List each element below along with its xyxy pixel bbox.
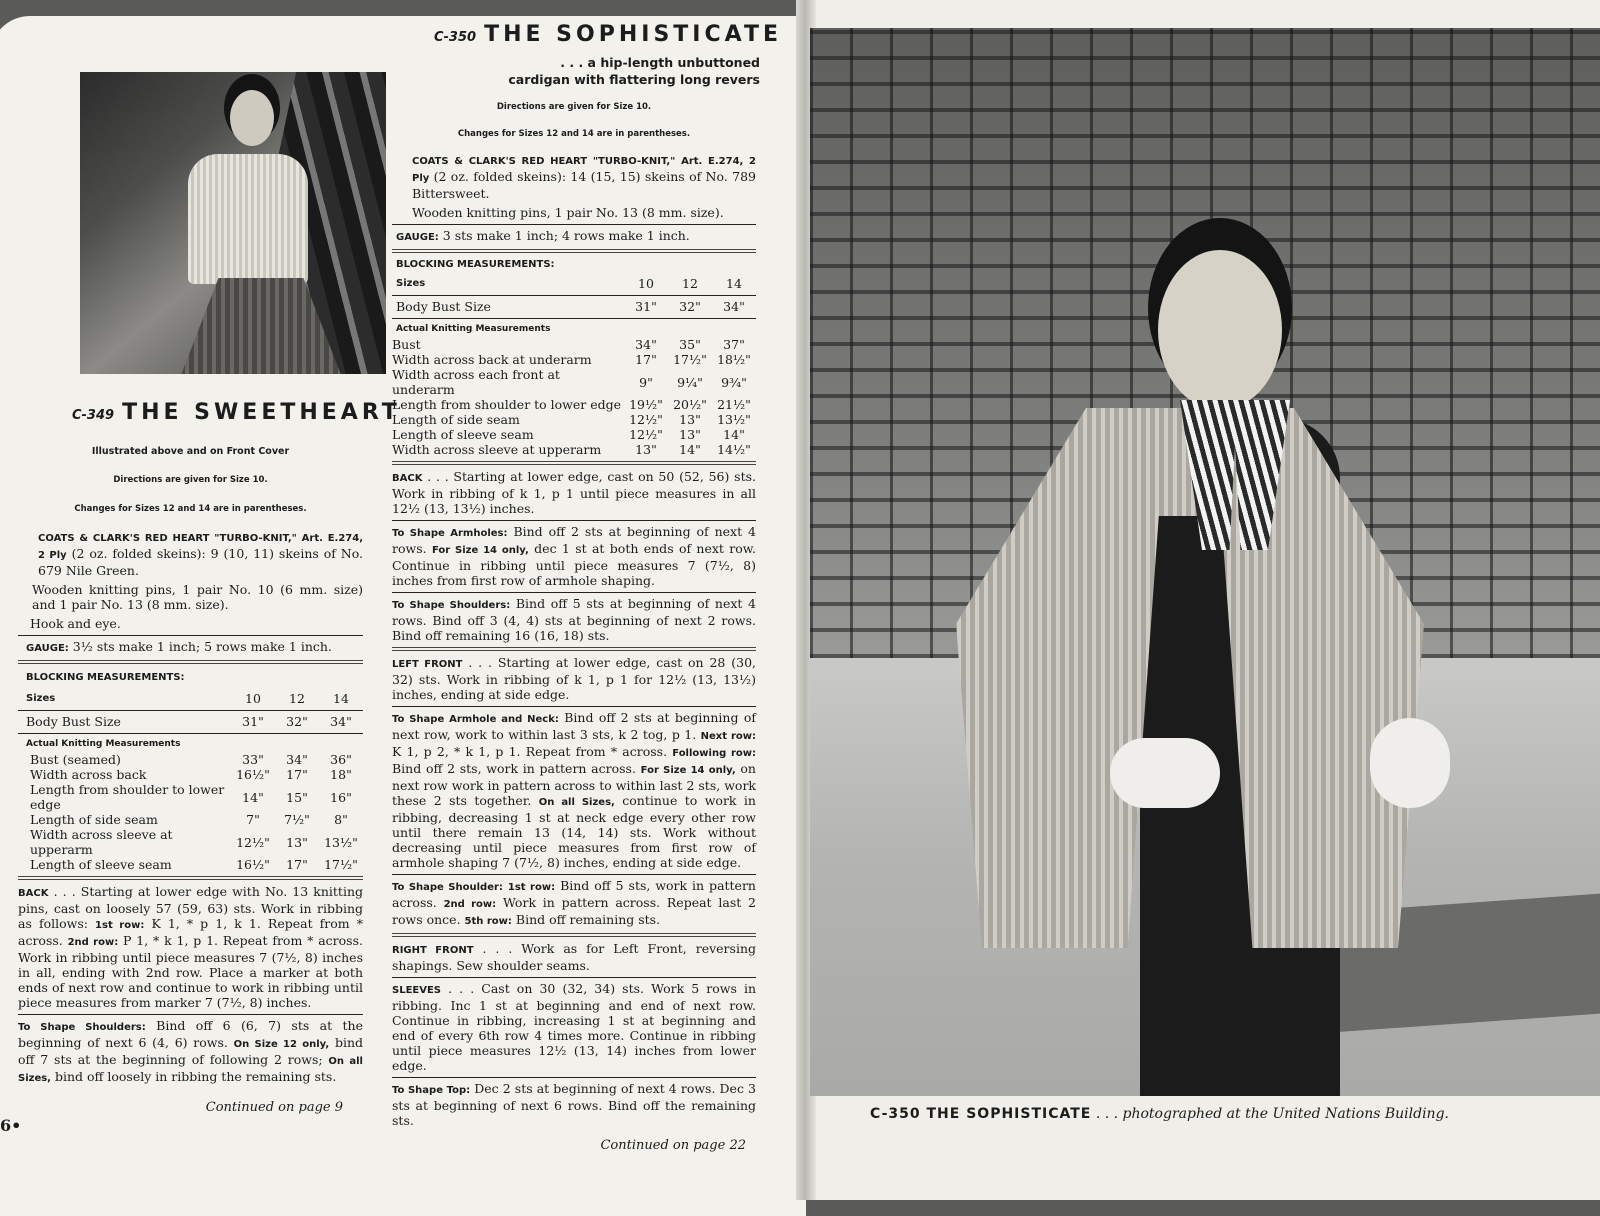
- measurement-row: Length of side seam 12½" 13" 13½": [392, 412, 751, 427]
- pattern-code: C-350: [434, 30, 477, 45]
- body-bust-row: Body Bust Size 31" 32" 34": [26, 714, 352, 729]
- sophisticate-photo: [810, 28, 1600, 1096]
- back-instructions: BACK . . . Starting at lower edge with No. 13 knitting pins, cast on loosely 57 (59, 63) sts. Work in ribbing as follows: 1st row: K 1, * p 1, k 1. Repeat from * across. 2nd row: P 1, * k 1, p 1. Repeat from * across. Work in ribbing until piece measures 7 (7½, 8) inches in all, ending with 2nd row. Place a marker at both ends of next row and continue to work in ribbing until piece measures from marker 7 (7½, 8) inches.: [18, 884, 363, 1010]
- model-head: [230, 90, 274, 146]
- pattern-title: THE SOPHISTICATE: [484, 22, 782, 47]
- measurement-row: Length of side seam 7" 7½" 8": [30, 812, 348, 827]
- model-head: [1158, 250, 1282, 410]
- caption-text: . . . photographed at the United Nations Building.: [1095, 1106, 1449, 1122]
- gauge: GAUGE: 3½ sts make 1 inch; 5 rows make 1 inch.: [26, 639, 332, 654]
- front-shoulder-instructions: To Shape Shoulder: 1st row: Bind off 5 sts, work in pattern across. 2nd row: Work in pattern across. Repeat last 2 rows once. 5th row: Bind off remaining sts.: [392, 878, 756, 927]
- tagline: . . . a hip-length unbuttoned cardigan with flattering long revers: [508, 55, 760, 87]
- sweetheart-photo: [80, 72, 386, 374]
- measurement-row: Width across back 16½" 17" 18": [30, 767, 352, 782]
- divider: [18, 635, 363, 636]
- measurement-row: Length from shoulder to lower edge 19½" 20½" 21½": [392, 397, 751, 412]
- photo-caption: [870, 1106, 1449, 1122]
- left-front-instructions: LEFT FRONT . . . Starting at lower edge, cast on 28 (30, 32) sts. Work in ribbing of k 1, p 1 for 12½ (13, 13½) inches, ending at side edge.: [392, 655, 757, 702]
- measurement-row: Width across sleeve at upperarm 13" 14" 14½": [392, 442, 751, 457]
- measurement-row: Width across sleeve at upperarm 12½" 13" 13½": [30, 827, 358, 857]
- armhole-neck-instructions: To Shape Armhole and Neck: Bind off 2 sts at beginning of next row, work to within last 3 sts, k 2 tog, p 1. Next row: K 1, p 2, * k 1, p 1. Repeat from * across. Following row: Bind off 2 sts, work in pattern across. For Size 14 only, on next row work in pattern across to within last 2 sts, work these 2 sts together. On all Sizes, continue to work in ribbing, decreasing 1 st at neck edge every other row until there remain 13 (14, 14) sts. Work without decreasing until piece measures from first row of armhole shaping 7 (7½, 8) inches, ending at side edge.: [392, 710, 756, 870]
- notions: Hook and eye.: [30, 616, 121, 631]
- right-front-instructions: RIGHT FRONT . . . Work as for Left Front, reversing shapings. Sew shoulder seams.: [392, 941, 756, 973]
- changes-note: Changes for Sizes 12 and 14 are in parentheses.: [457, 129, 691, 139]
- measurement-row: Bust (seamed) 33" 34" 36": [30, 752, 352, 767]
- model-cardigan: [188, 154, 308, 284]
- sizes-row: Sizes 10 12 14: [26, 691, 349, 706]
- armhole-instructions: To Shape Armholes: Bind off 2 sts at beginning of next 4 rows. For Size 14 only, dec 1 st at both ends of next row. Continue in ribbing until piece measures 7 (7½, 8) inches from first row of armhole shaping.: [392, 524, 756, 588]
- caption-code: C-350 THE SOPHISTICATE: [870, 1106, 1092, 1122]
- measurement-row: Bust 34" 35" 37": [392, 337, 745, 352]
- sweetheart-instructions: [18, 444, 363, 1115]
- measurement-row: Width across each front at underarm 9" 9¼" 9¾": [392, 367, 747, 397]
- measurement-row: Length from shoulder to lower edge 14" 15" 16": [30, 782, 352, 812]
- needles: Wooden knitting pins, 1 pair No. 13 (8 mm. size).: [412, 205, 724, 220]
- sweetheart-measurements-table: [18, 691, 363, 872]
- pattern-code: C-349: [72, 408, 115, 423]
- measurement-row: Length of sleeve seam 16½" 17" 17½": [30, 857, 358, 872]
- shoulder-instructions: To Shape Shoulders: Bind off 5 sts at beginning of next 4 rows. Bind off 3 (4, 4) sts at beginning of next 2 rows. Bind off remaining 16 (16, 18) sts.: [392, 596, 756, 643]
- directions-note: Directions are given for Size 10.: [113, 475, 268, 485]
- left-glove: [1110, 738, 1220, 808]
- page-number: 6•: [0, 1116, 22, 1135]
- double-divider: [18, 660, 363, 664]
- top-instructions: To Shape Top: Dec 2 sts at beginning of next 4 rows. Dec 3 sts at beginning of next 6 rows. Bind off the remaining sts.: [392, 1081, 757, 1128]
- blocking-heading: BLOCKING MEASUREMENTS:: [26, 672, 185, 683]
- subtitle: Illustrated above and on Front Cover: [91, 446, 290, 457]
- changes-note: Changes for Sizes 12 and 14 are in parentheses.: [74, 504, 307, 514]
- sophisticate-instructions: [392, 100, 756, 1153]
- pattern-title: THE SWEETHEART: [122, 400, 401, 425]
- needles: Wooden knitting pins, 1 pair No. 10 (6 mm. size) and 1 pair No. 13 (8 mm. size).: [32, 582, 363, 612]
- materials: COATS & CLARK'S RED HEART "TURBO-KNIT," Art. E.274, 2 Ply (2 oz. folded skeins): 14 (15, 15) skeins of No. 789 Bittersweet.: [412, 156, 756, 201]
- blocking-heading: BLOCKING MEASUREMENTS:: [396, 259, 555, 270]
- continued-note: Continued on page 22: [600, 1138, 746, 1153]
- materials: COATS & CLARK'S RED HEART "TURBO-KNIT," Art. E.274, 2 Ply (2 oz. folded skeins): 9 (10, 11) skeins of No. 679 Nile Green.: [38, 533, 363, 578]
- shoulder-instructions: To Shape Shoulders: Bind off 6 (6, 7) sts at the beginning of next 6 (4, 6) rows. On Size 12 only, bind off 7 sts at the beginning of following 2 rows; On all Sizes, bind off loosely in ribbing the remaining sts.: [18, 1018, 364, 1084]
- sleeves-instructions: SLEEVES . . . Cast on 30 (32, 34) sts. Work 5 rows in ribbing. Inc 1 st at beginning and end of next row. Continue in ribbing, increasing 1 st at beginning and end of every 6th row 4 times more. Continue in ribbing until piece measures 12½ (13, 14) inches from lower edge.: [392, 981, 757, 1073]
- right-glove: [1370, 718, 1450, 808]
- back-instructions: BACK . . . Starting at lower edge, cast on 50 (52, 56) sts. Work in ribbing of k 1, p 1 until piece measures in all 12½ (13, 13½) inches.: [392, 469, 756, 516]
- measurement-row: Width across back at underarm 17" 17½" 18½": [392, 352, 751, 367]
- sweetheart-heading: [72, 400, 401, 425]
- directions-note: Directions are given for Size 10.: [496, 102, 652, 112]
- sophisticate-heading: [434, 22, 782, 47]
- measurement-row: Length of sleeve seam 12½" 13" 14": [392, 427, 745, 442]
- actual-heading: Actual Knitting Measurements: [396, 324, 551, 334]
- sophisticate-measurements-table: Sizes 10 12 14 Body Bust Size 31" 32" 34" Actual Knitting Measurements Bust 34" 35" 37" Width across back at underarm 17" 17½" 18½" Width across each front at underarm 9" 9¼" 9¾" Length from shoulder to lower edge 19½" 20½" 21½" Length of side seam 12½" 13" 13½" Length of sleeve seam 12½" 13" 14" Width across sleeve at upperarm 13" 14" 14½": [392, 276, 756, 457]
- continued-note: Continued on page 9: [205, 1100, 343, 1115]
- actual-heading: Actual Knitting Measurements: [26, 739, 181, 749]
- gauge: GAUGE: 3 sts make 1 inch; 4 rows make 1 inch.: [396, 228, 690, 243]
